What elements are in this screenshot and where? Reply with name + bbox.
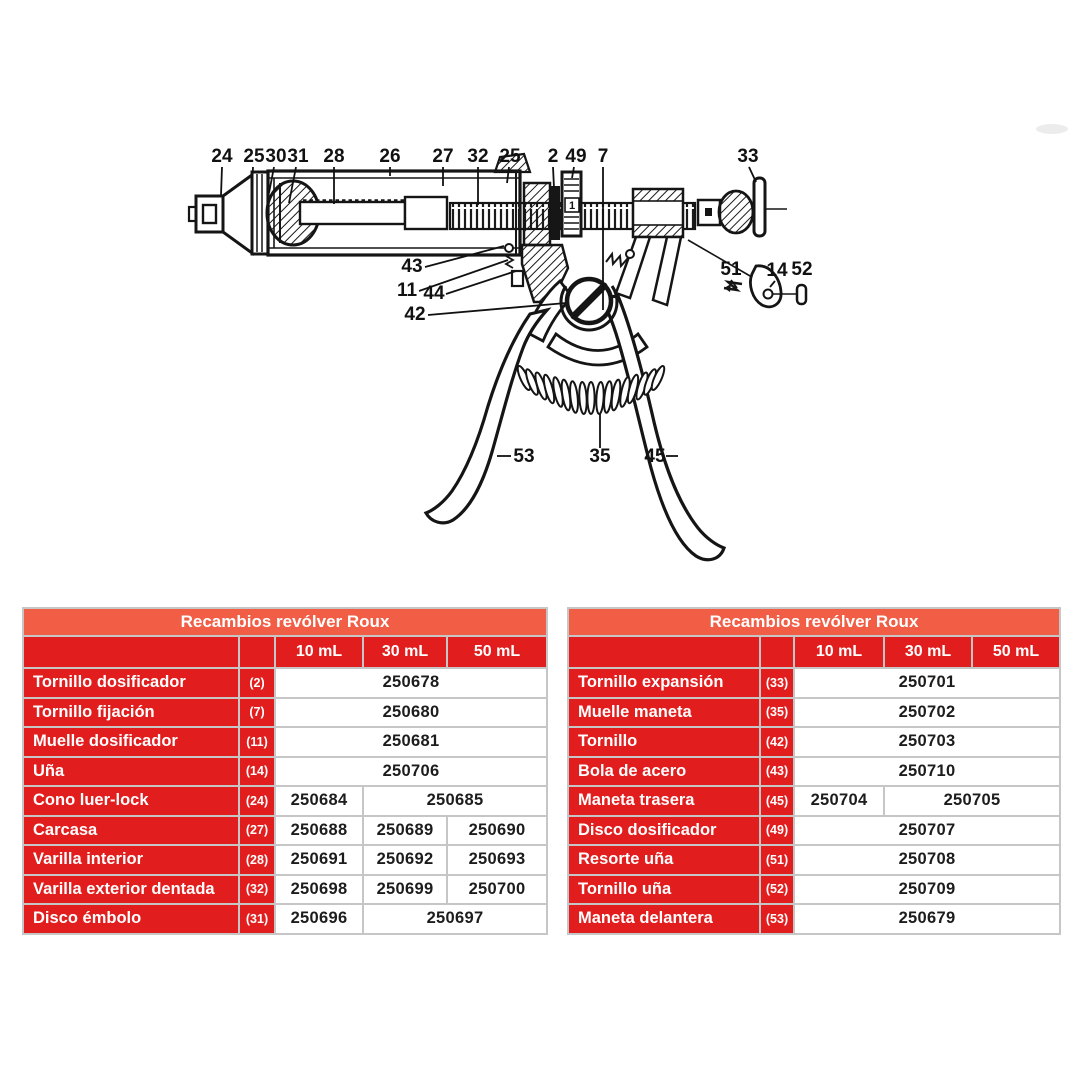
column-header: 50 mL bbox=[973, 637, 1059, 667]
part-label-7: 7 bbox=[597, 146, 609, 167]
part-number-cell: 250679 bbox=[795, 905, 1059, 933]
background-smudge bbox=[1036, 124, 1068, 134]
part-name: Cono luer-lock bbox=[24, 787, 238, 815]
part-label-25: 25 bbox=[499, 146, 521, 167]
part-ref: (33) bbox=[761, 669, 793, 697]
part-ref: (31) bbox=[240, 905, 274, 933]
part-number-cell: 250691 bbox=[276, 846, 362, 874]
part-number-cell: 250709 bbox=[795, 876, 1059, 904]
part-label-52: 52 bbox=[791, 259, 813, 280]
part-number-cell: 250689 bbox=[364, 817, 446, 845]
part-number-cell: 250708 bbox=[795, 846, 1059, 874]
part-ref: (28) bbox=[240, 846, 274, 874]
part-name: Tornillo uña bbox=[569, 876, 759, 904]
parts-grid-left bbox=[24, 637, 546, 933]
part-ref: (49) bbox=[761, 817, 793, 845]
part-number-cell: 250688 bbox=[276, 817, 362, 845]
part-label-32: 32 bbox=[467, 146, 489, 167]
parts-table-left bbox=[22, 607, 548, 935]
part-label-51: 51 bbox=[720, 259, 742, 280]
part-label-14: 14 bbox=[766, 260, 788, 281]
part-ref: (35) bbox=[761, 699, 793, 727]
part-number-cell: 250678 bbox=[276, 669, 546, 697]
column-header-empty bbox=[569, 637, 759, 667]
part-number-cell: 250690 bbox=[448, 817, 546, 845]
column-header: 30 mL bbox=[364, 637, 446, 667]
part-number-cell: 250700 bbox=[448, 876, 546, 904]
part-label-24: 24 bbox=[211, 146, 233, 167]
part-label-30: 30 bbox=[265, 146, 287, 167]
part-name: Muelle dosificador bbox=[24, 728, 238, 756]
part-ref: (53) bbox=[761, 905, 793, 933]
part-number-cell: 250705 bbox=[885, 787, 1059, 815]
part-label-53: 53 bbox=[513, 446, 535, 467]
part-label-44: 44 bbox=[423, 283, 445, 304]
front-handle bbox=[426, 310, 547, 523]
part-label-33: 33 bbox=[737, 146, 759, 167]
part-number-cell: 250698 bbox=[276, 876, 362, 904]
part-ref: (7) bbox=[240, 699, 274, 727]
part-ref: (45) bbox=[761, 787, 793, 815]
part-ref: (42) bbox=[761, 728, 793, 756]
part-ref: (14) bbox=[240, 758, 274, 786]
leader-line-2 bbox=[553, 167, 554, 188]
part-ref: (43) bbox=[761, 758, 793, 786]
part-label-35: 35 bbox=[589, 446, 611, 467]
part-name: Varilla interior bbox=[24, 846, 238, 874]
table-title: Recambios revólver Roux bbox=[24, 609, 546, 635]
parts-grid-right bbox=[569, 637, 1059, 933]
part-label-45: 45 bbox=[644, 446, 666, 467]
column-header: 50 mL bbox=[448, 637, 546, 667]
part-name: Tornillo fijación bbox=[24, 699, 238, 727]
part-name: Varilla exterior dentada bbox=[24, 876, 238, 904]
column-header: 10 mL bbox=[795, 637, 883, 667]
part-number-cell: 250696 bbox=[276, 905, 362, 933]
part-number-cell: 250685 bbox=[364, 787, 546, 815]
part-number-cell: 250704 bbox=[795, 787, 883, 815]
column-header: 10 mL bbox=[276, 637, 362, 667]
part-number-cell: 250706 bbox=[276, 758, 546, 786]
part-label-27: 27 bbox=[432, 146, 454, 167]
part-label-11: 11 bbox=[396, 280, 418, 301]
part-number-cell: 250680 bbox=[276, 699, 546, 727]
part-ref: (11) bbox=[240, 728, 274, 756]
part-number-cell: 250697 bbox=[364, 905, 546, 933]
part-name: Muelle maneta bbox=[569, 699, 759, 727]
part-number-cell: 250692 bbox=[364, 846, 446, 874]
part-label-31: 31 bbox=[287, 146, 309, 167]
column-header-empty bbox=[240, 637, 274, 667]
part-label-42: 42 bbox=[404, 304, 426, 325]
part-number-cell: 250707 bbox=[795, 817, 1059, 845]
part-label-28: 28 bbox=[323, 146, 345, 167]
part-number-cell: 250710 bbox=[795, 758, 1059, 786]
part-number-cell: 250699 bbox=[364, 876, 446, 904]
part-label-2: 2 bbox=[547, 146, 559, 167]
part-ref: (51) bbox=[761, 846, 793, 874]
handle-mechanism bbox=[426, 237, 806, 560]
leader-line-24 bbox=[221, 167, 222, 195]
part-ref: (52) bbox=[761, 876, 793, 904]
part-ref: (32) bbox=[240, 876, 274, 904]
part-name: Maneta trasera bbox=[569, 787, 759, 815]
column-header-empty bbox=[24, 637, 238, 667]
part-ref: (2) bbox=[240, 669, 274, 697]
part-name: Resorte uña bbox=[569, 846, 759, 874]
part-name: Bola de acero bbox=[569, 758, 759, 786]
part-number-cell: 250702 bbox=[795, 699, 1059, 727]
part-name: Carcasa bbox=[24, 817, 238, 845]
leader-line-25 bbox=[252, 167, 253, 186]
column-header-empty bbox=[761, 637, 793, 667]
part-name: Tornillo bbox=[569, 728, 759, 756]
part-name: Tornillo expansión bbox=[569, 669, 759, 697]
part-number-cell: 250703 bbox=[795, 728, 1059, 756]
leader-line-44 bbox=[446, 271, 516, 294]
part-name: Disco émbolo bbox=[24, 905, 238, 933]
leader-line-33 bbox=[749, 167, 756, 182]
part-ref: (24) bbox=[240, 787, 274, 815]
part-label-49: 49 bbox=[565, 146, 587, 167]
part-name: Tornillo dosificador bbox=[24, 669, 238, 697]
part-name: Uña bbox=[24, 758, 238, 786]
part-label-26: 26 bbox=[379, 146, 401, 167]
part-number-cell: 250684 bbox=[276, 787, 362, 815]
part-ref: (27) bbox=[240, 817, 274, 845]
part-label-25: 25 bbox=[243, 146, 265, 167]
part-name: Maneta delantera bbox=[569, 905, 759, 933]
dose-disc-marking: 1 bbox=[568, 200, 576, 212]
part-number-cell: 250681 bbox=[276, 728, 546, 756]
part-name: Disco dosificador bbox=[569, 817, 759, 845]
part-number-cell: 250701 bbox=[795, 669, 1059, 697]
rear-handle bbox=[600, 296, 724, 560]
part-number-cell: 250693 bbox=[448, 846, 546, 874]
column-header: 30 mL bbox=[885, 637, 971, 667]
table-title: Recambios revólver Roux bbox=[569, 609, 1059, 635]
part-label-43: 43 bbox=[401, 256, 423, 277]
parts-table-right bbox=[567, 607, 1061, 935]
